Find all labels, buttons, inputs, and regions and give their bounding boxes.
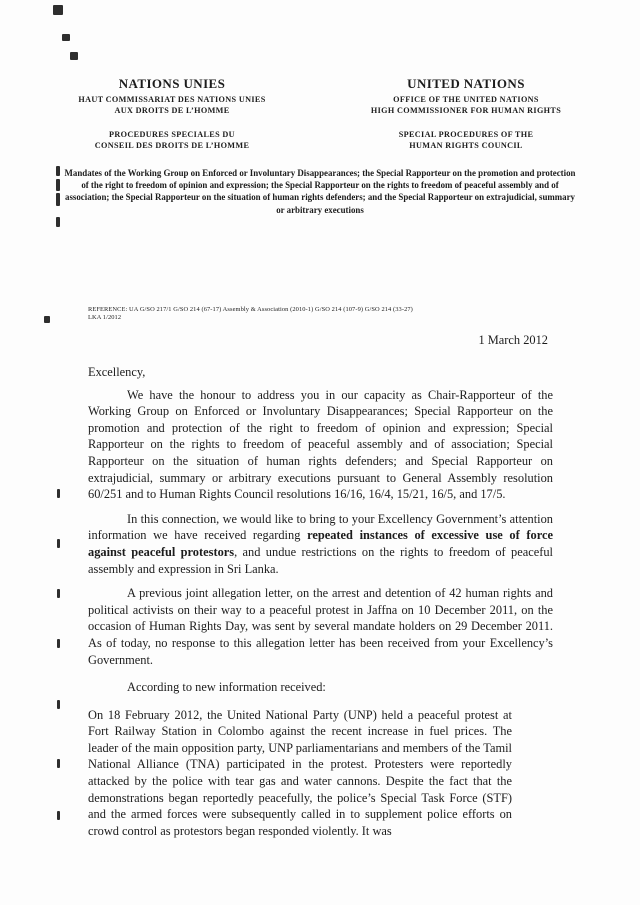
office-line-french-2: AUX DROITS DE L’HOMME xyxy=(114,106,230,115)
procedures-line-french-2: CONSEIL DES DROITS DE L’HOMME xyxy=(94,141,250,150)
letter-body xyxy=(88,364,553,847)
salutation: Excellency, xyxy=(88,365,146,379)
paragraph-concern xyxy=(88,511,553,577)
procedures-line-english-2: HUMAN RIGHTS COUNCIL xyxy=(409,141,523,150)
paragraph-capacity: We have the honour to address you in our capacity as Chair-Rapporteur of the Working Group on Enforced or Involuntary Disappearances; Special Rapporteur on the promotion and protection of the right to freedom of opinion and expression; Special Rapporteur on the rights to freedom of peaceful assembly and of association; Special Rapporteur on the situation of human rights defenders; and Special Rapporteur on extrajudicial, summary or arbitrary executions pursuant to General Assembly resolution 60/251 and to Human Rights Council resolutions 16/16, 16/4, 15/21, 16/5, and 17/5. xyxy=(88,387,553,502)
reference-line-2: LKA 1/2012 xyxy=(88,313,122,321)
paragraph-concern-bold: repeated instances of excessive use of force against peaceful protestors xyxy=(88,528,553,559)
scan-artifact-mark xyxy=(57,539,60,548)
procedures-line-french-1: PROCEDURES SPECIALES DU xyxy=(109,130,235,139)
org-name-english: UNITED NATIONS xyxy=(407,76,525,91)
scan-artifact-mark xyxy=(53,5,63,15)
reference-block xyxy=(88,306,518,321)
paragraph-concern-post: , and undue restrictions on the rights to freedom of peaceful assembly and expression in Sri Lanka. xyxy=(88,544,553,576)
scan-artifact-mark xyxy=(57,811,60,820)
scan-artifact-mark xyxy=(44,316,50,323)
scan-artifact-mark xyxy=(56,217,60,227)
procedures-line-english-1: SPECIAL PROCEDURES OF THE xyxy=(398,130,534,139)
scan-artifact-mark xyxy=(57,639,60,648)
paragraph-new-information: According to new information received: xyxy=(127,680,326,695)
office-line-english-1: OFFICE OF THE UNITED NATIONS xyxy=(393,95,539,104)
scan-artifact-mark xyxy=(62,34,70,41)
paragraph-allegation-details: On 18 February 2012, the United National Party (UNP) held a peaceful protest at Fort Railway Station in Colombo against the recent increase in fuel prices. The leader of the main opposition party, UNP parliamentarians and members of the Tamil National Alliance (TNA) participated in the protest. Protesters were reportedly attacked by the police with tear gas and water cannons. Despite the fact that the demonstrations began reportedly peacefully, the police’s Special Task Force (STF) and the armed forces were subsequently called in to supplement police efforts on crowd control as protestors began responded violently. It was xyxy=(88,707,512,838)
org-name-french: NATIONS UNIES xyxy=(118,76,226,91)
paragraph-concern-pre: In this connection, we would like to bring to your Excellency Government’s attention information we have received regarding xyxy=(88,511,553,543)
scan-artifact-mark xyxy=(57,489,60,498)
letterhead-english xyxy=(346,76,586,151)
scan-artifact-mark xyxy=(57,759,60,768)
letter-date: 1 March 2012 xyxy=(478,333,548,347)
scan-artifact-mark xyxy=(70,52,78,60)
letterhead-french xyxy=(52,76,292,151)
office-line-french-1: HAUT COMMISSARIAT DES NATIONS UNIES xyxy=(78,95,266,104)
scan-artifact-mark xyxy=(57,700,60,709)
reference-line-1: REFERENCE: UA G/SO 217/1 G/SO 214 (67-17) Assembly & Association (2010-1) G/SO 214 (107-9) G/SO 214 (33-27) xyxy=(88,306,413,313)
scan-artifact-mark xyxy=(57,589,60,598)
paragraph-previous-letter: A previous joint allegation letter, on the arrest and detention of 42 human rights and political activists on their way to a peaceful protest in Jaffna on 10 December 2011, on the occasion of Human Rights Day, was sent by several mandate holders on 29 December 2011. As of today, no response to this allegation letter has been received from your Excellency’s Government. xyxy=(88,586,553,667)
mandates-statement: Mandates of the Working Group on Enforced or Involuntary Disappearances; the Special Rapporteur on the promotion and protection of the right to freedom of opinion and expression; the Special Rapporteur on the rights to freedom of peaceful assembly and of association; the Special Rapporteur on the situation of human rights defenders; and the Special Rapporteur on extrajudicial, summary or arbitrary executions xyxy=(64,168,576,215)
office-line-english-2: HIGH COMMISSIONER FOR HUMAN RIGHTS xyxy=(370,106,562,115)
